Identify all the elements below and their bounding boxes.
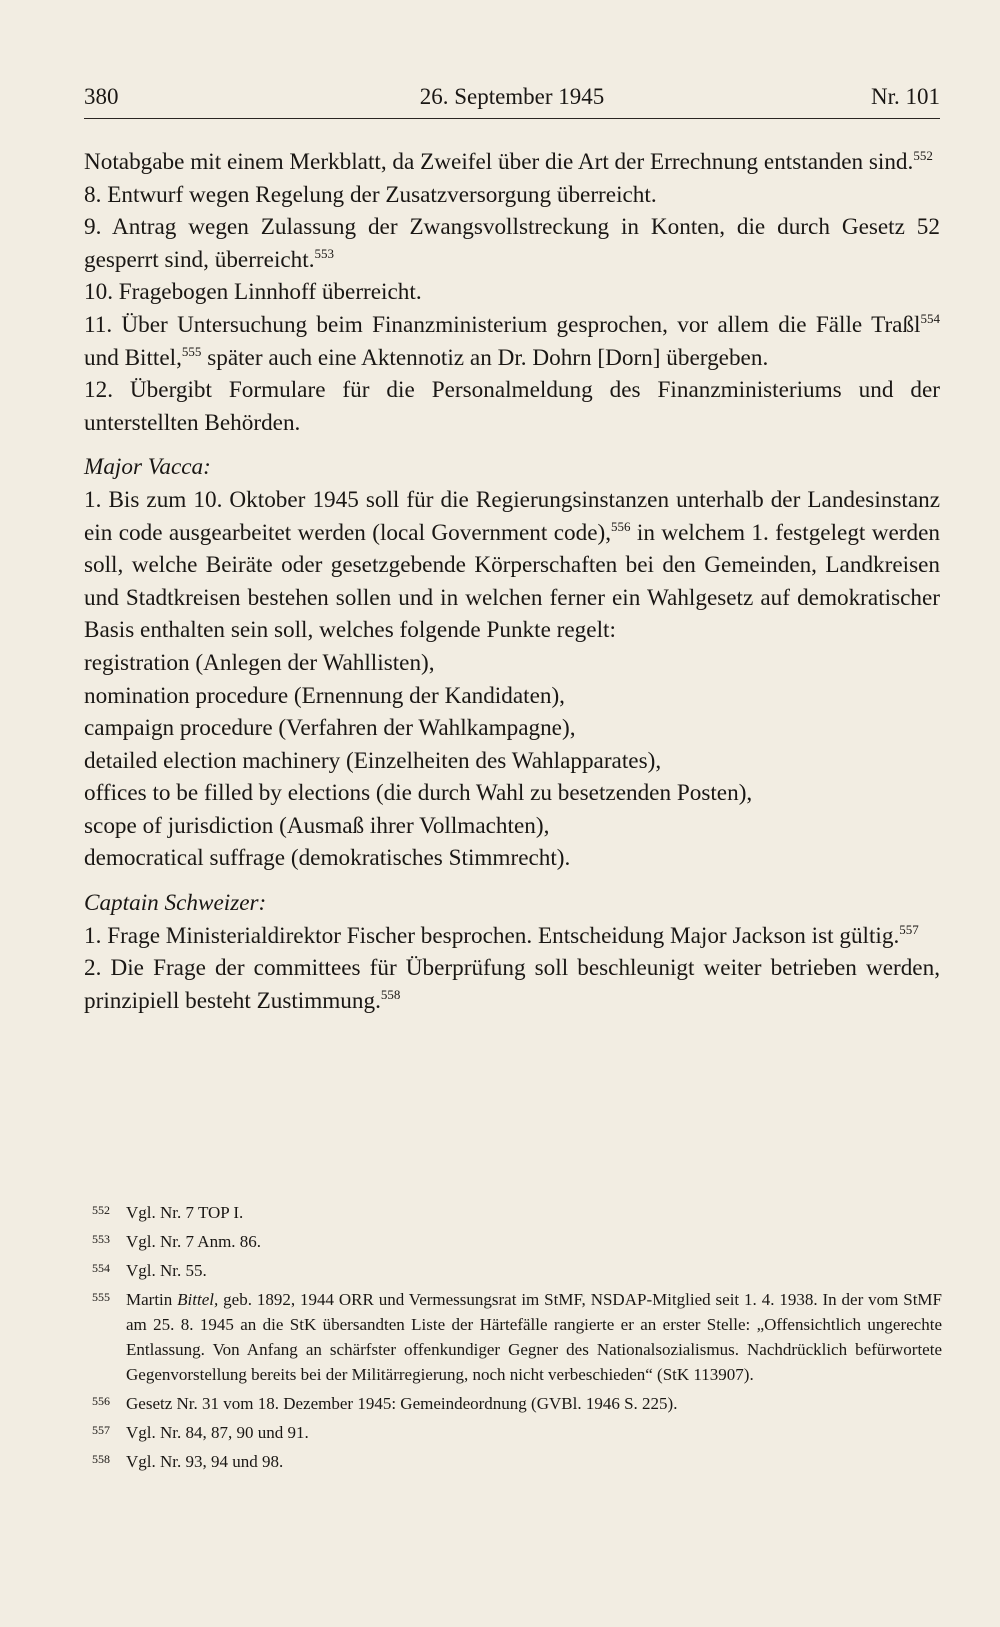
- paragraph: Notabgabe mit einem Merkblatt, da Zweifel über die Art der Errechnung entstanden sind.$^{552}$: [84, 148, 933, 175]
- footnote-ref: 553: [314, 245, 335, 261]
- running-header: [84, 78, 940, 119]
- footnote: 554 Vgl. Nr. 55.: [92, 1261, 207, 1280]
- footnote-ref: 554: [920, 310, 940, 326]
- list-item: nomination procedure (Ernennung der Kandidaten),: [84, 682, 565, 709]
- header-date: 26. September 1945: [419, 84, 605, 109]
- paragraph: 1. Frage Ministerialdirektor Fischer besprochen. Entscheidung Major Jackson ist gültig.$^{557}$: [84, 921, 919, 949]
- paragraph: 8. Entwurf wegen Regelung der Zusatzversorgung überreicht.: [84, 181, 657, 208]
- paragraph: 1. Bis zum 10. Oktober 1945 soll für die Regierungsinstanzen unterhalb der Landesinstanz ein code ausgearbeitet werden (local Government code),$^{556}$ in welchem 1. festgelegt werden soll, welche Beiräte oder gesetzgebende Körperschaften bei den Gemeinden, Landkreisen und Stadtkreisen bestehen sollen und in welchen ferner ein Wahlgesetz auf demokratischer Basis enthalten sein soll, welches folgende Punkte regelt:: [84, 486, 940, 644]
- list-item: scope of jurisdiction (Ausmaß ihrer Vollmachten),: [84, 812, 550, 839]
- list-item: registration (Anlegen der Wahllisten),: [84, 649, 435, 676]
- paragraph: 12. Übergibt Formulare für die Personalmeldung des Finanzministeriums und der unterstellten Behörden.: [84, 377, 940, 436]
- footnote: 555 Martin Bittel, geb. 1892, 1944 ORR und Vermessungsrat im StMF, NSDAP-Mitglied seit 1. 4. 1938. In der vom StMF am 25. 8. 1945 an die StK übersandten Liste der Härtefälle rangierte er an erster Stelle: „Offensichtlich ungerechte Entlassung. Von Anfang an schärfster offenkundiger Gegner des Nationalsozialismus. Nachdrücklich befürwortete Gegenvorstellung bereits bei der Militärregierung, noch nicht verbeschieden“ (StK 113907).: [92, 1290, 942, 1384]
- main-text: [84, 146, 940, 1017]
- footnote-ref: 552: [913, 148, 933, 163]
- list-item: democratical suffrage (demokratisches Stimmrecht).: [84, 845, 571, 872]
- footnote: 553 Vgl. Nr. 7 Anm. 86.: [92, 1232, 262, 1251]
- list-item: offices to be filled by elections (die durch Wahl zu besetzenden Posten),: [84, 780, 753, 807]
- document-number: Nr. 101: [871, 84, 940, 109]
- footnote-ref: 556: [611, 518, 631, 534]
- list-item: campaign procedure (Verfahren der Wahlkampagne),: [84, 715, 576, 742]
- speaker-heading: Captain Schweizer:: [84, 890, 267, 917]
- paragraph: 10. Fragebogen Linnhoff überreicht.: [84, 279, 422, 306]
- footnote: 556 Gesetz Nr. 31 vom 18. Dezember 1945: Gemeindeordnung (GVBl. 1946 S. 225).: [92, 1394, 678, 1413]
- paragraph: 11. Über Untersuchung beim Finanzministerium gesprochen, vor allem die Fälle Traßl$^{554}$ und Bittel,$^{555}$ später auch eine Aktennotiz an Dr. Dohrn [Dorn] übergeben.: [84, 310, 940, 371]
- footnote: 558 Vgl. Nr. 93, 94 und 98.: [92, 1452, 284, 1471]
- footnote-ref: 557: [899, 921, 919, 937]
- footnotes: [84, 1200, 942, 1478]
- speaker-heading: Major Vacca:: [84, 454, 211, 481]
- footnote-ref: 555: [181, 343, 202, 359]
- paragraph: 9. Antrag wegen Zulassung der Zwangsvollstreckung in Konten, die durch Gesetz 52 gesperrt sind, überreicht.$^{553}$: [84, 214, 940, 273]
- footnote: 552 Vgl. Nr. 7 TOP I.: [92, 1203, 244, 1222]
- paragraph: 2. Die Frage der committees für Überprüfung soll beschleunigt weiter betrieben werden, prinzipiell besteht Zustimmung.$^{558}$: [84, 955, 940, 1014]
- page-number: 380: [84, 84, 119, 109]
- list-item: detailed election machinery (Einzelheiten des Wahlapparates),: [84, 747, 662, 774]
- footnote-ref: 558: [380, 986, 401, 1002]
- footnote: 557 Vgl. Nr. 84, 87, 90 und 91.: [92, 1423, 309, 1442]
